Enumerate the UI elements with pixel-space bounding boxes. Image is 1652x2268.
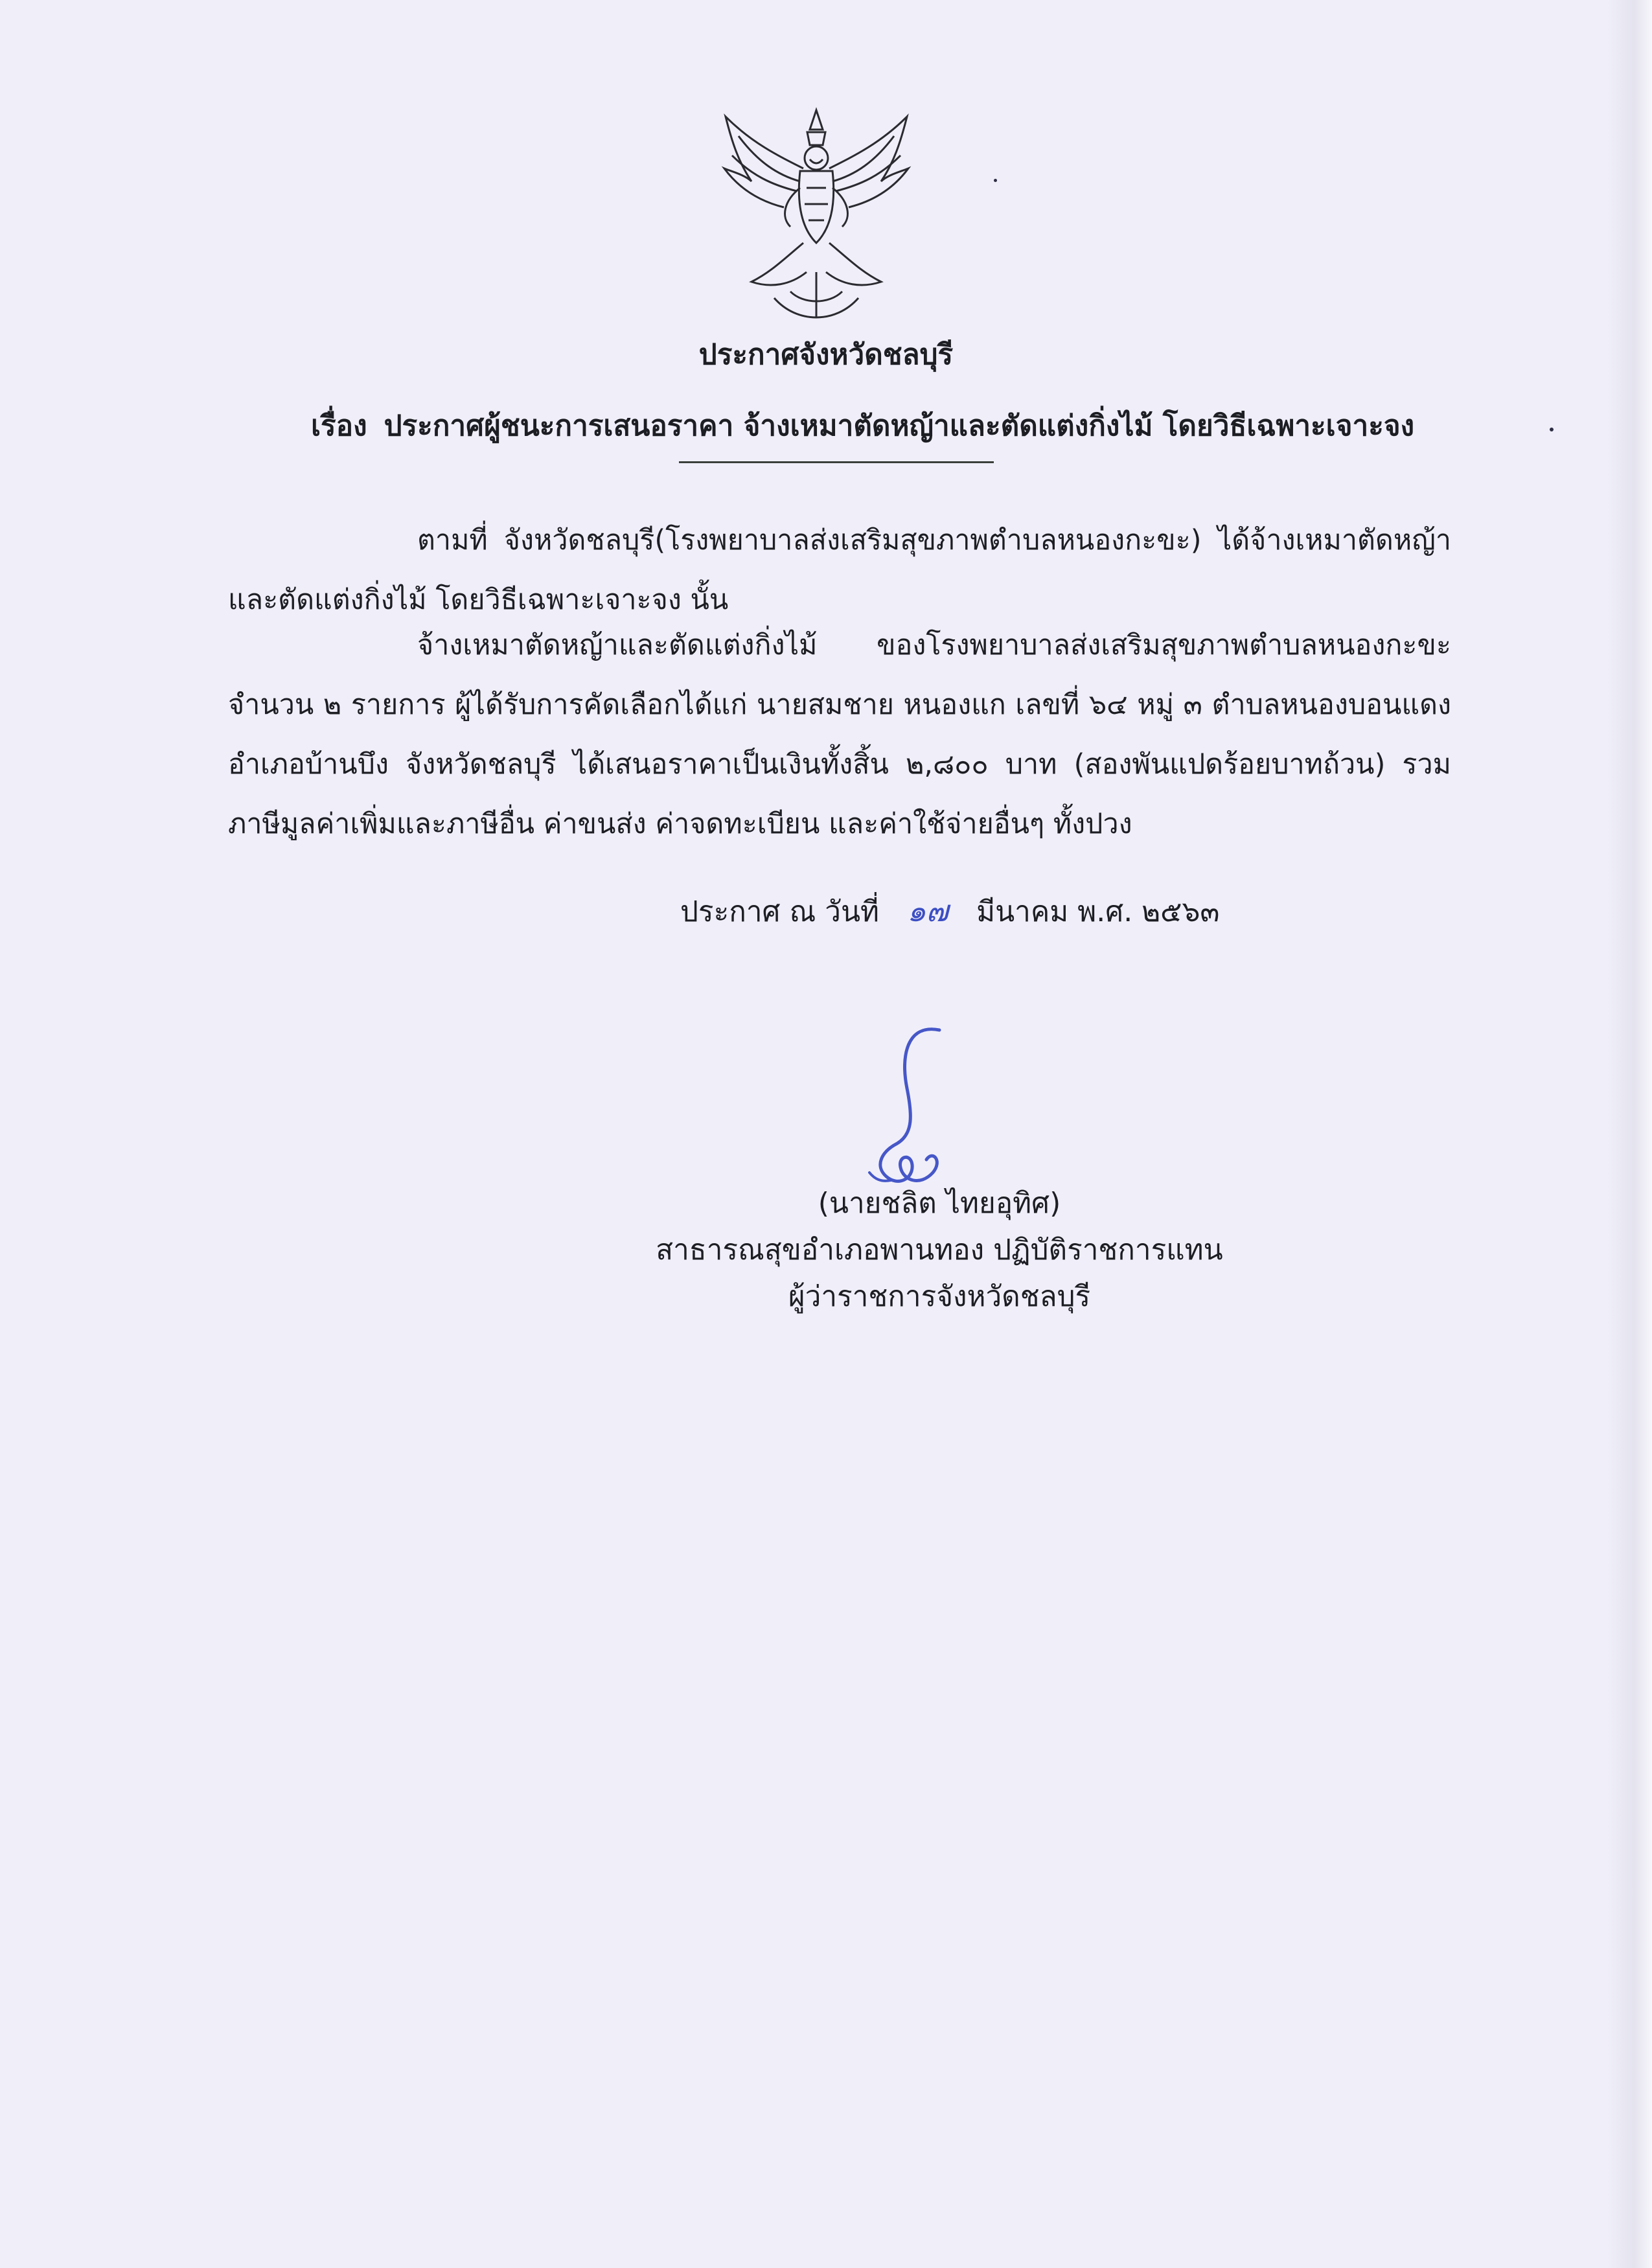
subject-line [311,407,1415,446]
handwritten-day: ๑๗ [907,893,948,928]
subject-label: เรื่อง [311,409,367,442]
garuda-emblem-icon [713,104,920,337]
announcement-date [680,891,1219,932]
date-prefix: ประกาศ ณ วันที่ [680,895,880,928]
signatory-name: (นายชลิต ไทยอุทิศ) [818,1187,1061,1220]
body-paragraph-2: จ้างเหมาตัดหญ้าและตัดแต่งกิ่งไม้ ของโรงพยาบาลส่งเสริมสุขภาพตำบลหนองกะขะ จำนวน ๒ รายการ ผู้ได้รับการคัดเลือกได้แก่ นายสมชาย หนองแก เลขที่ ๖๔ หมู่ ๓ ตำบลหนองบอนแดง อำเภอบ้านบึง จังหวัดชลบุรี ได้เสนอราคาเป็นเงินทั้งสิ้น ๒,๘๐๐ บาท (สองพันแปดร้อยบาทถ้วน) รวมภาษีมูลค่าเพิ่มและภาษีอื่น ค่าขนส่ง ค่าจดทะเบียน และค่าใช้จ่ายอื่นๆ ทั้งปวง [228,629,1451,840]
signatory-office: ผู้ว่าราชการจังหวัดชลบุรี [788,1280,1091,1313]
subject-text: ประกาศผู้ชนะการเสนอราคา จ้างเหมาตัดหญ้าและตัดแต่งกิ่งไม้ โดยวิธีเฉพาะเจาะจง [384,409,1415,442]
signatory-position: สาธารณสุขอำเภอพานทอง ปฏิบัติราชการแทน [656,1233,1223,1266]
paper-speck [1550,428,1554,431]
date-month-year: มีนาคม พ.ศ. ๒๕๖๓ [976,895,1220,928]
document-title: ประกาศจังหวัดชลบุรี [698,338,954,371]
paper-speck [994,179,997,182]
title-divider [679,461,994,463]
body-paragraph-1: ตามที่ จังหวัดชลบุรี(โรงพยาบาลส่งเสริมสุขภาพตำบลหนองกะขะ) ได้จ้างเหมาตัดหญ้าและตัดแต่งกิ่งไม้ โดยวิธีเฉพาะเจาะจง นั้น [228,524,1451,616]
